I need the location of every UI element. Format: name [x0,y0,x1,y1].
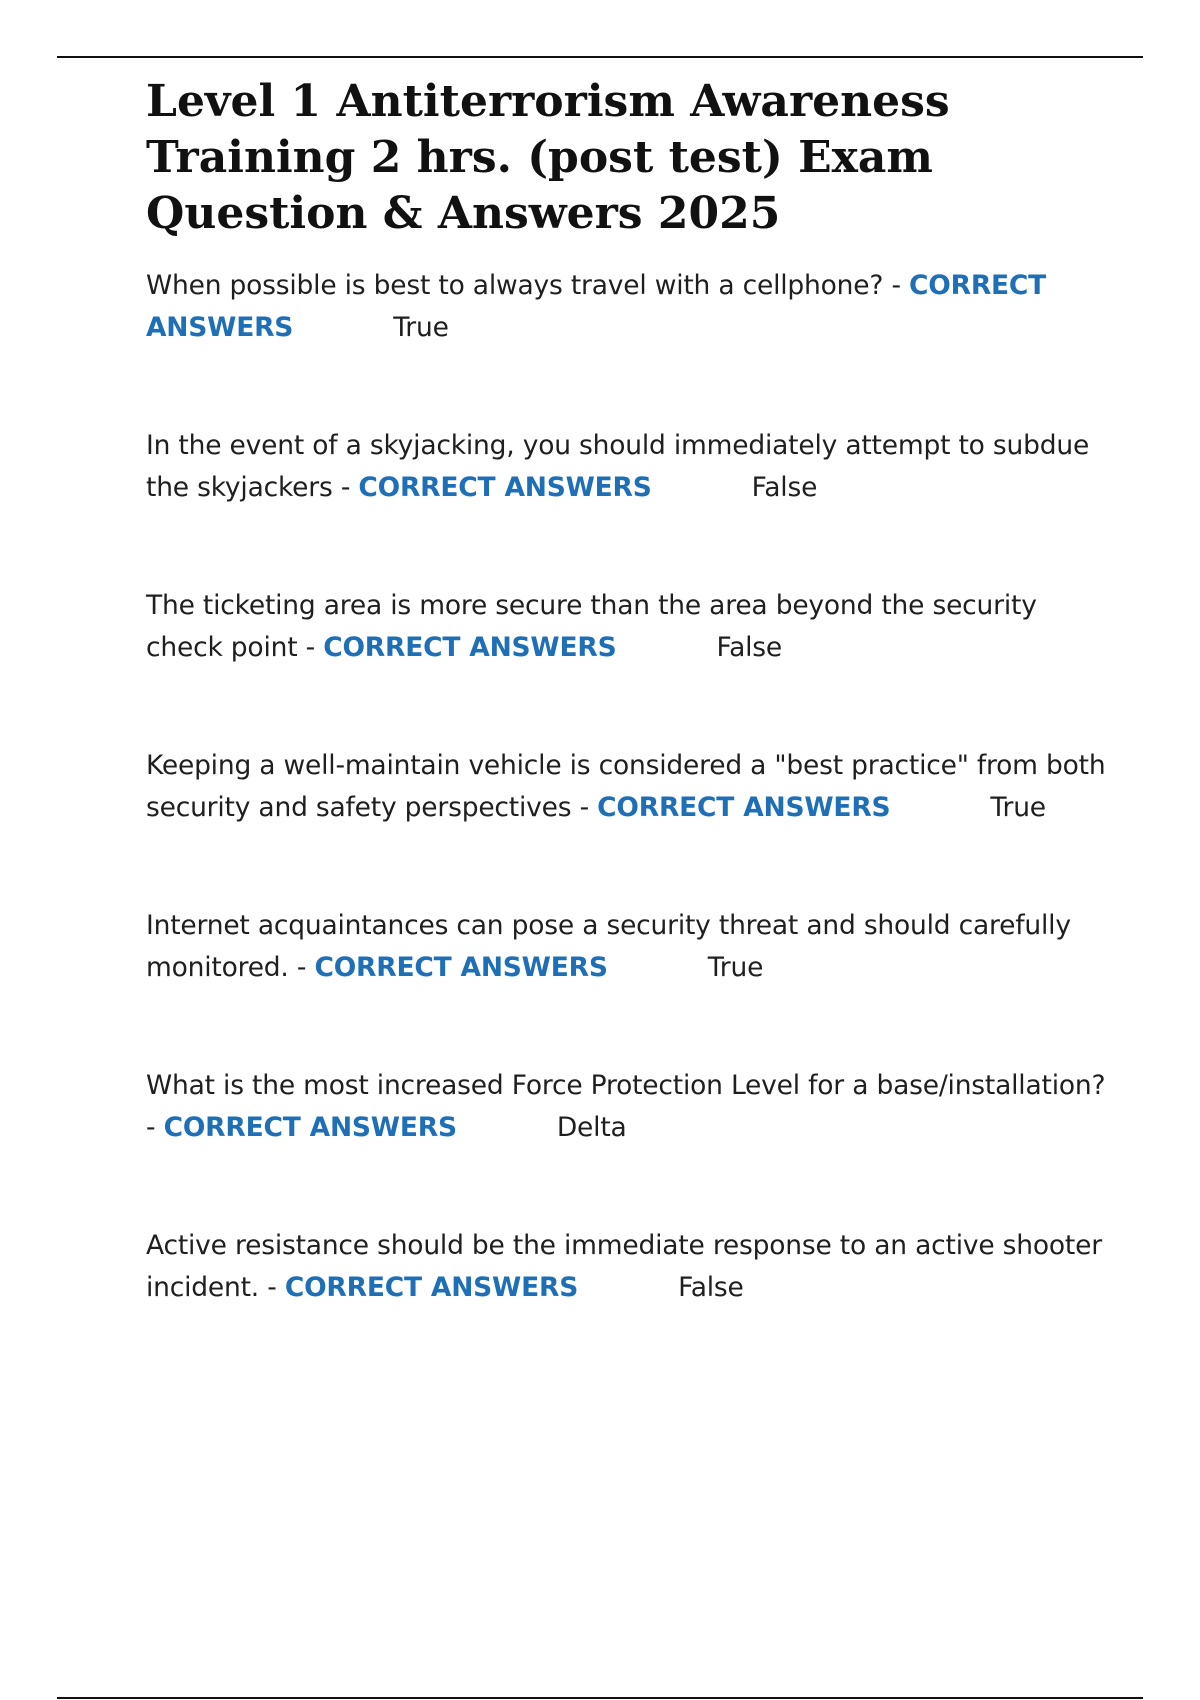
correct-answers-label: CORRECT ANSWERS [314,952,608,983]
qa-item [146,585,1106,745]
separator: - [883,270,910,301]
question-text: Internet acquaintances can pose a security threat and should carefully monitored. [146,910,1071,983]
bottom-rule [57,1697,1143,1699]
question-text: What is the most increased Force Protection Level for a base/installation? [146,1070,1106,1101]
separator: - [571,792,598,823]
answer-text: False [678,1272,744,1303]
qa-item [146,265,1106,425]
separator: - [146,1112,164,1143]
answer-text: True [707,952,764,983]
qa-item [146,1065,1106,1225]
answer-text: False [751,472,818,503]
answer-text: True [393,312,449,343]
separator: - [259,1272,285,1303]
qa-item [146,1225,1106,1385]
answer-text: False [716,632,782,663]
qa-list [146,265,1106,1385]
correct-answers-label: CORRECT ANSWERS [146,270,1047,343]
qa-item [146,905,1106,1065]
answer-text: True [990,792,1046,823]
question-text: Keeping a well-maintain vehicle is considered a "best practice" from both security and safety perspectives [146,750,1106,823]
question-text: The ticketing area is more secure than the area beyond the security check point [146,590,1037,663]
separator: - [332,472,359,503]
separator: - [288,952,315,983]
answer-text: Delta [556,1112,627,1143]
correct-answers-label: CORRECT ANSWERS [358,472,652,503]
correct-answers-label: CORRECT ANSWERS [323,632,617,663]
question-text: In the event of a skyjacking, you should immediately attempt to subdue the skyjackers [146,430,1090,503]
qa-item [146,425,1106,585]
document-title: Level 1 Antiterrorism Awareness Training 2 hrs. (post test) Exam Question & Answers 2025 [146,76,950,239]
correct-answers-label: CORRECT ANSWERS [597,792,891,823]
qa-item [146,745,1106,905]
correct-answers-label: CORRECT ANSWERS [163,1112,457,1143]
top-rule [57,56,1143,58]
question-text: When possible is best to always travel with a cellphone? [146,270,884,301]
separator: - [297,632,324,663]
question-text: Active resistance should be the immediate response to an active shooter incident. [146,1230,1102,1303]
correct-answers-label: CORRECT ANSWERS [284,1272,579,1303]
